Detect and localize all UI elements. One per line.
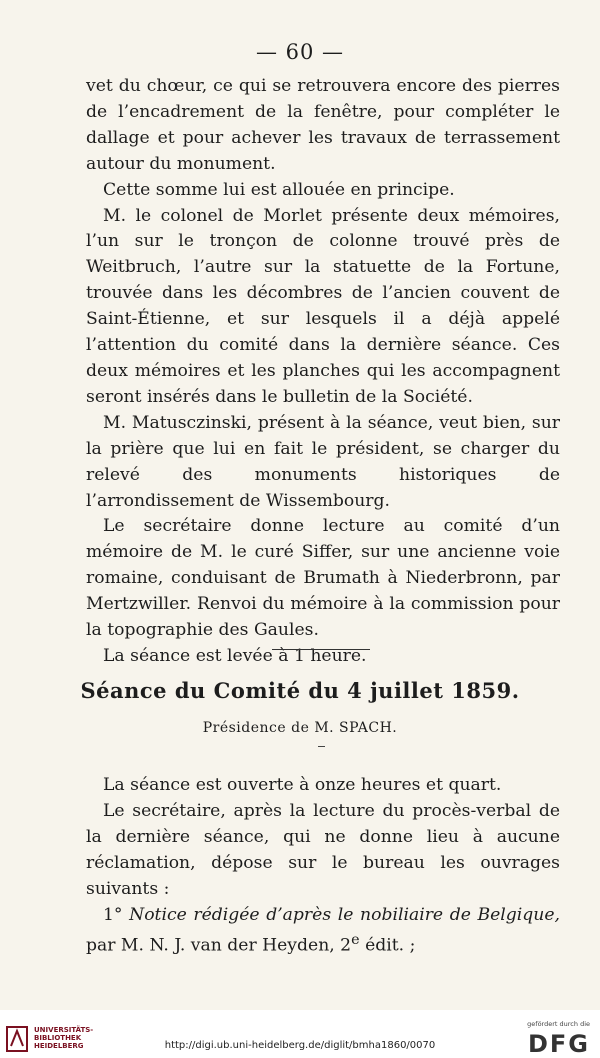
source-url-link[interactable]: http://digi.ub.uni-heidelberg.de/diglit/bmha1860/0070: [164, 1040, 436, 1051]
dfg-logo: DFG: [527, 1030, 590, 1058]
paragraph: M. Matusczinski, présent à la séance, veut bien, sur la prière que lui en fait le président, se charger du relevé des monuments historiques de l’arrondissement de Wissembourg.: [86, 412, 560, 511]
paragraph: La séance est levée à 1 heure.: [103, 645, 367, 666]
item-number: 1°: [103, 904, 123, 925]
section-subtitle: Présidence de M. SPACH.: [202, 720, 398, 736]
text-block-top: [86, 74, 560, 670]
section-title: Séance du Comité du 4 juillet 1859.: [80, 678, 520, 703]
paragraph: La séance est ouverte à onze heures et quart.: [103, 775, 502, 795]
footer-bar: [0, 1010, 600, 1056]
paragraph: Le secrétaire donne lecture au comité d’un mémoire de M. le curé Siffer, sur une ancienne voie romaine, conduisant de Brumath à Niederbronn, par Mertzwiller. Renvoi du mémoire à la commission pour la topographie des Gaules.: [86, 516, 560, 641]
item-author: par M. N. J. van der Heyden, 2: [86, 936, 352, 957]
paragraph: Le secrétaire, après la lecture du procès-verbal de la dernière séance, qui ne donne lieu à aucune réclamation, dépose sur le bureau les ouvrages suivants :: [86, 800, 560, 899]
list-item: [86, 903, 560, 961]
paragraph: Cette somme lui est allouée en principe.: [103, 179, 455, 200]
page-number-header: — 60 —: [255, 40, 345, 64]
item-title: Notice rédigée d’après le nobiliaire de Belgique,: [129, 904, 560, 925]
paragraph: M. le colonel de Morlet présente deux mémoires, l’un sur le tronçon de colonne trouvé près de Weitbruch, l’autre sur la statuette de la Fortune, trouvée dans les décombres de l’ancien couvent de Saint-Étienne, et sur lesquels il a déjà appelé l’attention du comité dans la dernière séance. Ces deux mémoires et les planches qui les accompagnent seront insérés dans le bulletin de la Société.: [86, 205, 560, 407]
paragraph: vet du chœur, ce qui se retrouvera encore des pierres de l’encadrement de la fenêtre, pour compléter le dallage et pour achever les travaux de terrassement autour du monument.: [86, 76, 560, 174]
item-edition: édit. ;: [365, 936, 416, 957]
short-divider: [318, 746, 325, 747]
text-block-bottom: [86, 773, 560, 960]
library-logo-text: UNIVERSITÄTS- BIBLIOTHEK HEIDELBERG: [34, 1026, 94, 1050]
section-divider: [272, 649, 370, 650]
funding-caption: gefördert durch die: [527, 1020, 590, 1028]
item-edition-sup: e: [351, 932, 360, 949]
